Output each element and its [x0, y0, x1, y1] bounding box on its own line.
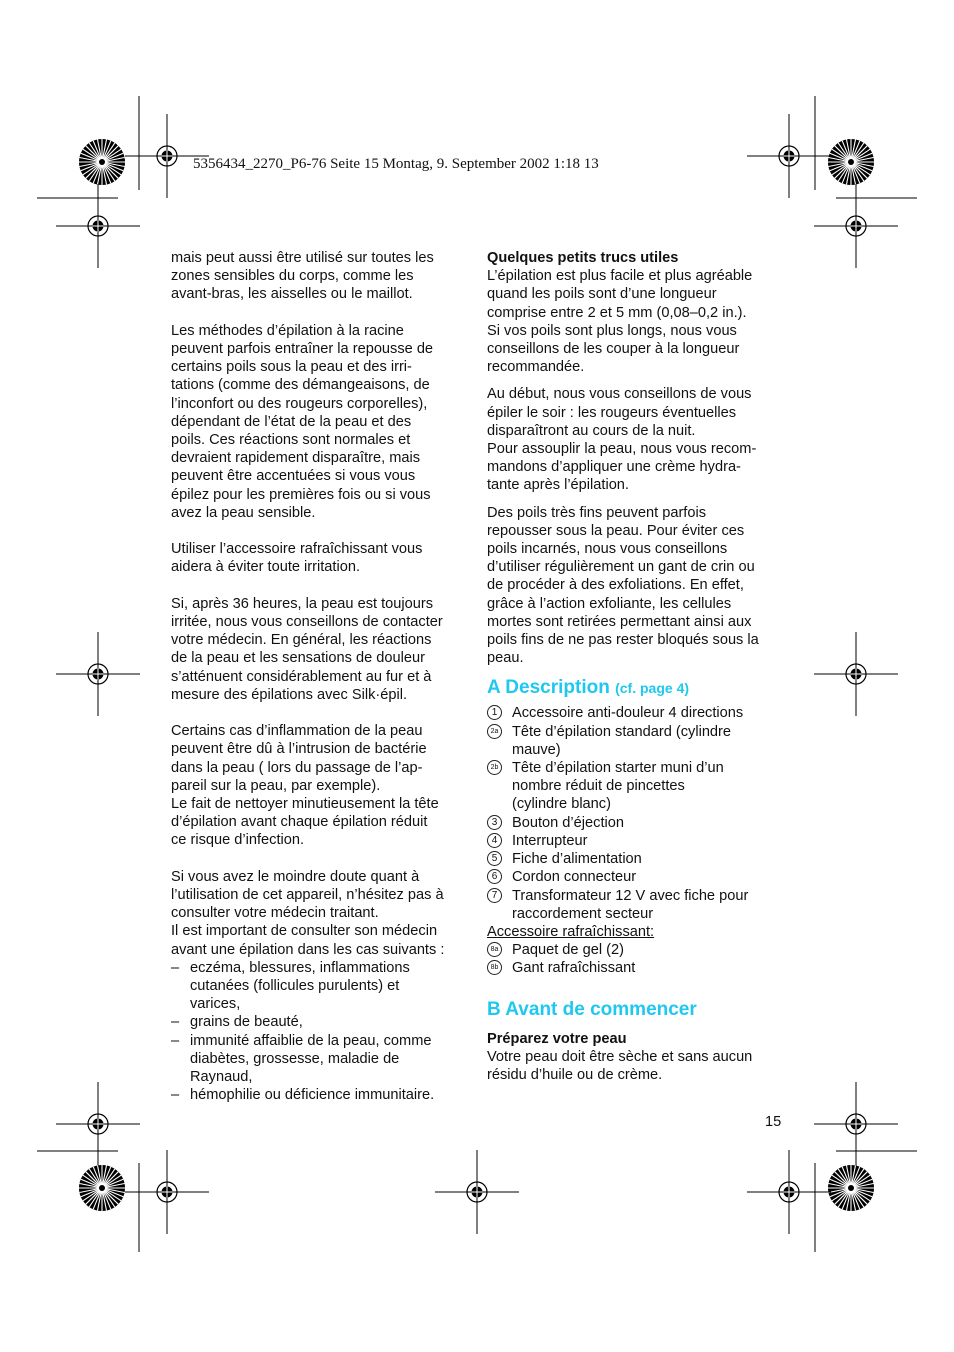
accessory-list [487, 941, 787, 977]
item-number-badge: 4 [487, 833, 502, 848]
item-number-badge: 7 [487, 888, 502, 903]
list-item: 1 Accessoire anti-douleur 4 directions [487, 704, 787, 722]
paragraph-ingrown: Des poils très fins peuvent parfois repousser sous la peau. Pour éviter ces poils incarnés, nous vous conseillons d’utiliser régulièrement un gant de crin ou de procéder à des exfoliations. En effet, grâce à l’action exfoliante, les cellules mortes sont retirées permettant ainsi aux poils fins de ne pas rester bloqués sous la peau. [487, 504, 759, 667]
section-a-title: A Description [487, 677, 610, 699]
paragraph-regrowth: Les méthodes d’épilation à la racine peuvent parfois entraîner la repousse de certains poils sous la peau et des irri- tations (comme des démangeaisons, de l’inconfort ou des rougeurs corporelles), dépendant de l’état de la peau et des poils. Ces réactions sont normales et devraient rapidement disparaître, mais peuvent être accentuées si vous vous épilez pour les premières fois ou si vous avez la peau sensible. [171, 322, 434, 521]
list-item: 8a Paquet de gel (2) [487, 941, 787, 959]
paragraph-irritation: Si, après 36 heures, la peau est toujours irritée, nous vous conseillons de contacter votre médecin. En général, les réactions de la peau et les sensations de douleur s’atténuent considérablement au fur et à mesure des épilations avec Silk·épil. [171, 595, 443, 703]
paragraph-hair-length: L’épilation est plus facile et plus agréable quand les poils sont d’une longueur comprise entre 2 et 5 mm (0,08–0,2 in.). Si vos poils sont plus longs, nous vous conseillons de les couper à la longueur recommandée. [487, 268, 753, 376]
list-item: – hémophilie ou déficience immunitaire. [171, 1086, 471, 1104]
item-number-badge: 2a [487, 724, 502, 739]
accessory-heading: Accessoire rafraîchissant: [487, 923, 655, 940]
paragraph-cooling: Utiliser l’accessoire rafraîchissant vous aidera à éviter toute irritation. [171, 541, 423, 576]
prep-heading: Préparez votre peau [487, 1030, 627, 1047]
list-item: 2a Tête d’épilation standard (cylindre mauve) [487, 723, 787, 759]
right-column [487, 249, 787, 1084]
item-number-badge: 8b [487, 960, 502, 975]
list-item: – eczéma, blessures, inflammations cutanées (follicules purulents) et varices, [171, 959, 471, 1014]
section-a-reference: (cf. page 4) [615, 680, 690, 697]
list-item: 3 Bouton d’éjection [487, 814, 787, 832]
section-b-heading: B Avant de commencer [487, 998, 697, 1020]
contraindication-list [171, 959, 471, 1105]
list-item: 4 Interrupteur [487, 832, 787, 850]
list-item: 2b Tête d’épilation starter muni d’un nombre réduit de pincettes (cylindre blanc) [487, 759, 787, 814]
paragraph-evening: Au début, nous vous conseillons de vous épiler le soir : les rougeurs éventuelles disparaîtront au cours de la nuit. Pour assouplir la peau, nous vous recom- mandons d’appliquer une crème hydra- tante après l’épilation. [487, 386, 757, 494]
list-item: 8b Gant rafraîchissant [487, 959, 787, 977]
left-column [171, 249, 471, 1104]
section-a-heading [487, 676, 787, 700]
paragraph-inflammation: Certains cas d’inflammation de la peau peuvent être dû à l’intrusion de bactérie dans la peau ( lors du passage de l’ap- pareil sur la peau, par exemple). Le fait de nettoyer minutieusement la tête d’épilation avant chaque épilation réduit ce risque d’infection. [171, 723, 439, 849]
list-item: 7 Transformateur 12 V avec fiche pour raccordement secteur [487, 887, 787, 923]
tips-heading: Quelques petits trucs utiles [487, 250, 679, 266]
list-item: 6 Cordon connecteur [487, 868, 787, 886]
item-number-badge: 6 [487, 869, 502, 884]
paragraph-intro: mais peut aussi être utilisé sur toutes les zones sensibles du corps, comme les avant-bras, les aisselles ou le maillot. [171, 250, 434, 303]
item-number-badge: 8a [487, 942, 502, 957]
paragraph-doubt: Si vous avez le moindre doute quant à l’utilisation de cet appareil, n’hésitez pas à consulter votre médecin traitant. Il est important de consulter son médecin avant une épilation dans les cas suivants : [171, 868, 445, 958]
item-number-badge: 1 [487, 705, 502, 720]
list-item: 5 Fiche d’alimentation [487, 850, 787, 868]
description-list [487, 704, 787, 922]
page-number: 15 [765, 1114, 782, 1130]
item-number-badge: 3 [487, 815, 502, 830]
paragraph-prep: Votre peau doit être sèche et sans aucun résidu d’huile ou de crème. [487, 1048, 753, 1083]
print-header-line: 5356434_2270_P6-76 Seite 15 Montag, 9. September 2002 1:18 13 [193, 156, 599, 172]
list-item: – grains de beauté, [171, 1013, 471, 1031]
item-number-badge: 2b [487, 760, 502, 775]
list-item: – immunité affaiblie de la peau, comme diabètes, grossesse, maladie de Raynaud, [171, 1032, 471, 1087]
item-number-badge: 5 [487, 851, 502, 866]
